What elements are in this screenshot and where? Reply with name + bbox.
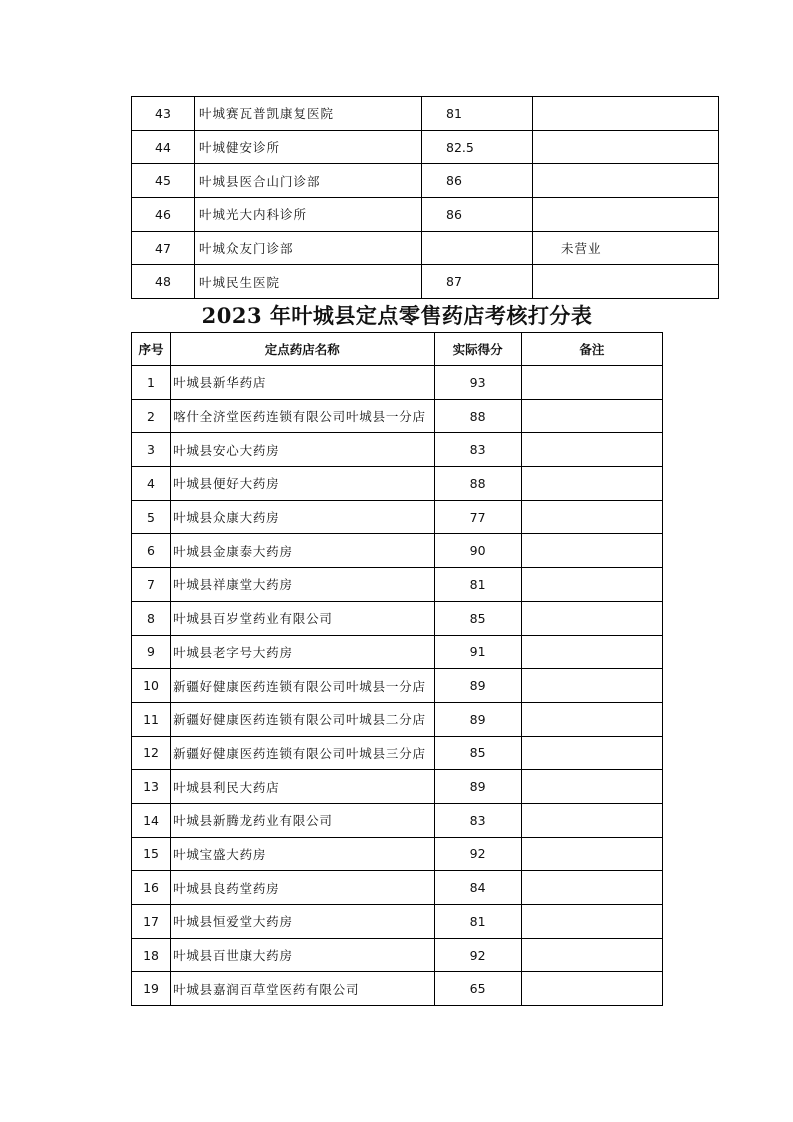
cell-name: 叶城健安诊所: [195, 130, 422, 164]
cell-score: 84: [434, 871, 521, 905]
cell-name: 叶城县百岁堂药业有限公司: [171, 601, 434, 635]
cell-note: [521, 972, 662, 1006]
cell-score: 89: [434, 702, 521, 736]
cell-score: 81: [434, 905, 521, 939]
cell-note: [521, 568, 662, 602]
cell-name: 叶城县百世康大药房: [171, 938, 434, 972]
cell-no: 3: [132, 433, 171, 467]
cell-no: 15: [132, 837, 171, 871]
cell-no: 48: [132, 265, 195, 299]
cell-score: 82.5: [422, 130, 533, 164]
header-score: 实际得分: [434, 333, 521, 366]
table-row: [132, 534, 663, 568]
table-row: [132, 938, 663, 972]
cell-note: [521, 669, 662, 703]
cell-note: [533, 265, 719, 299]
cell-score: 91: [434, 635, 521, 669]
cell-name: 叶城赛瓦普凯康复医院: [195, 97, 422, 131]
cell-no: 8: [132, 601, 171, 635]
cell-no: 45: [132, 164, 195, 198]
cell-note: [533, 97, 719, 131]
cell-score: 87: [422, 265, 533, 299]
cell-no: 4: [132, 467, 171, 501]
cell-no: 43: [132, 97, 195, 131]
table-row: [132, 972, 663, 1006]
cell-no: 19: [132, 972, 171, 1006]
table-row: [132, 736, 663, 770]
table-row: [132, 669, 663, 703]
cell-note: [521, 938, 662, 972]
continued-clinic-table: [131, 96, 719, 299]
cell-no: 5: [132, 500, 171, 534]
cell-name: 新疆好健康医药连锁有限公司叶城县二分店: [171, 702, 434, 736]
cell-name: 叶城县医合山门诊部: [195, 164, 422, 198]
cell-score: 92: [434, 938, 521, 972]
cell-note: [521, 905, 662, 939]
cell-name: 喀什全济堂医药连锁有限公司叶城县一分店: [171, 399, 434, 433]
table-row: [132, 837, 663, 871]
table-row: [132, 198, 719, 232]
table-row: [132, 500, 663, 534]
table-row: [132, 130, 719, 164]
table-row: [132, 399, 663, 433]
cell-name: 叶城民生医院: [195, 265, 422, 299]
cell-score: 90: [434, 534, 521, 568]
continued-clinic-table-body: [132, 97, 719, 299]
pharmacy-score-table-body: [132, 366, 663, 1006]
cell-score: 89: [434, 669, 521, 703]
cell-note: [521, 366, 662, 400]
cell-note: [533, 130, 719, 164]
cell-score: 88: [434, 399, 521, 433]
cell-name: 叶城县利民大药店: [171, 770, 434, 804]
cell-no: 46: [132, 198, 195, 232]
cell-score: 89: [434, 770, 521, 804]
cell-no: 17: [132, 905, 171, 939]
table-row: [132, 803, 663, 837]
cell-note: [521, 770, 662, 804]
cell-name: 叶城县金康泰大药房: [171, 534, 434, 568]
header-no: 序号: [132, 333, 171, 366]
cell-note: [521, 803, 662, 837]
table-row: [132, 905, 663, 939]
cell-score: 88: [434, 467, 521, 501]
cell-score: 65: [434, 972, 521, 1006]
cell-note: [521, 467, 662, 501]
cell-name: 新疆好健康医药连锁有限公司叶城县一分店: [171, 669, 434, 703]
table-row: [132, 702, 663, 736]
cell-name: 叶城县便好大药房: [171, 467, 434, 501]
cell-score: 85: [434, 601, 521, 635]
table-row: [132, 265, 719, 299]
table-row: [132, 164, 719, 198]
table-row: [132, 871, 663, 905]
cell-name: 叶城光大内科诊所: [195, 198, 422, 232]
table-row: [132, 366, 663, 400]
cell-note: [533, 164, 719, 198]
cell-name: 叶城县新腾龙药业有限公司: [171, 803, 434, 837]
cell-note: [521, 500, 662, 534]
cell-name: 叶城县嘉润百草堂医药有限公司: [171, 972, 434, 1006]
header-note: 备注: [521, 333, 662, 366]
cell-score: 83: [434, 433, 521, 467]
cell-score: 81: [434, 568, 521, 602]
cell-no: 10: [132, 669, 171, 703]
cell-score: 85: [434, 736, 521, 770]
cell-no: 13: [132, 770, 171, 804]
cell-no: 12: [132, 736, 171, 770]
cell-no: 18: [132, 938, 171, 972]
header-name: 定点药店名称: [171, 333, 434, 366]
cell-note: [521, 736, 662, 770]
cell-note: [521, 399, 662, 433]
cell-note: [521, 635, 662, 669]
cell-name: 叶城宝盛大药房: [171, 837, 434, 871]
cell-name: 叶城县老字号大药房: [171, 635, 434, 669]
cell-no: 16: [132, 871, 171, 905]
cell-note: 未营业: [533, 231, 719, 265]
cell-name: 叶城县众康大药房: [171, 500, 434, 534]
cell-note: [521, 702, 662, 736]
cell-note: [533, 198, 719, 232]
table-row: [132, 467, 663, 501]
pharmacy-score-table: [131, 332, 663, 1006]
cell-name: 叶城县祥康堂大药房: [171, 568, 434, 602]
cell-no: 14: [132, 803, 171, 837]
cell-no: 47: [132, 231, 195, 265]
cell-name: 叶城县新华药店: [171, 366, 434, 400]
cell-no: 9: [132, 635, 171, 669]
header-row: [132, 333, 663, 366]
cell-score: 86: [422, 198, 533, 232]
cell-no: 1: [132, 366, 171, 400]
cell-note: [521, 601, 662, 635]
cell-score: 92: [434, 837, 521, 871]
cell-score: 77: [434, 500, 521, 534]
cell-score: 83: [434, 803, 521, 837]
cell-score: 93: [434, 366, 521, 400]
table-row: [132, 635, 663, 669]
cell-score: 86: [422, 164, 533, 198]
table-row: [132, 601, 663, 635]
cell-no: 44: [132, 130, 195, 164]
cell-name: 叶城县安心大药房: [171, 433, 434, 467]
cell-no: 2: [132, 399, 171, 433]
cell-name: 叶城县良药堂药房: [171, 871, 434, 905]
cell-note: [521, 837, 662, 871]
table-row: [132, 97, 719, 131]
cell-name: 叶城县恒爱堂大药房: [171, 905, 434, 939]
page-title: 2023 年叶城县定点零售药店考核打分表: [201, 303, 593, 328]
cell-note: [521, 871, 662, 905]
table-row: [132, 568, 663, 602]
cell-score: [422, 231, 533, 265]
table-row: [132, 231, 719, 265]
cell-note: [521, 433, 662, 467]
cell-no: 6: [132, 534, 171, 568]
table-header: [132, 333, 663, 366]
table-row: [132, 770, 663, 804]
cell-no: 7: [132, 568, 171, 602]
cell-note: [521, 534, 662, 568]
cell-no: 11: [132, 702, 171, 736]
cell-score: 81: [422, 97, 533, 131]
table-row: [132, 433, 663, 467]
cell-name: 叶城众友门诊部: [195, 231, 422, 265]
cell-name: 新疆好健康医药连锁有限公司叶城县三分店: [171, 736, 434, 770]
